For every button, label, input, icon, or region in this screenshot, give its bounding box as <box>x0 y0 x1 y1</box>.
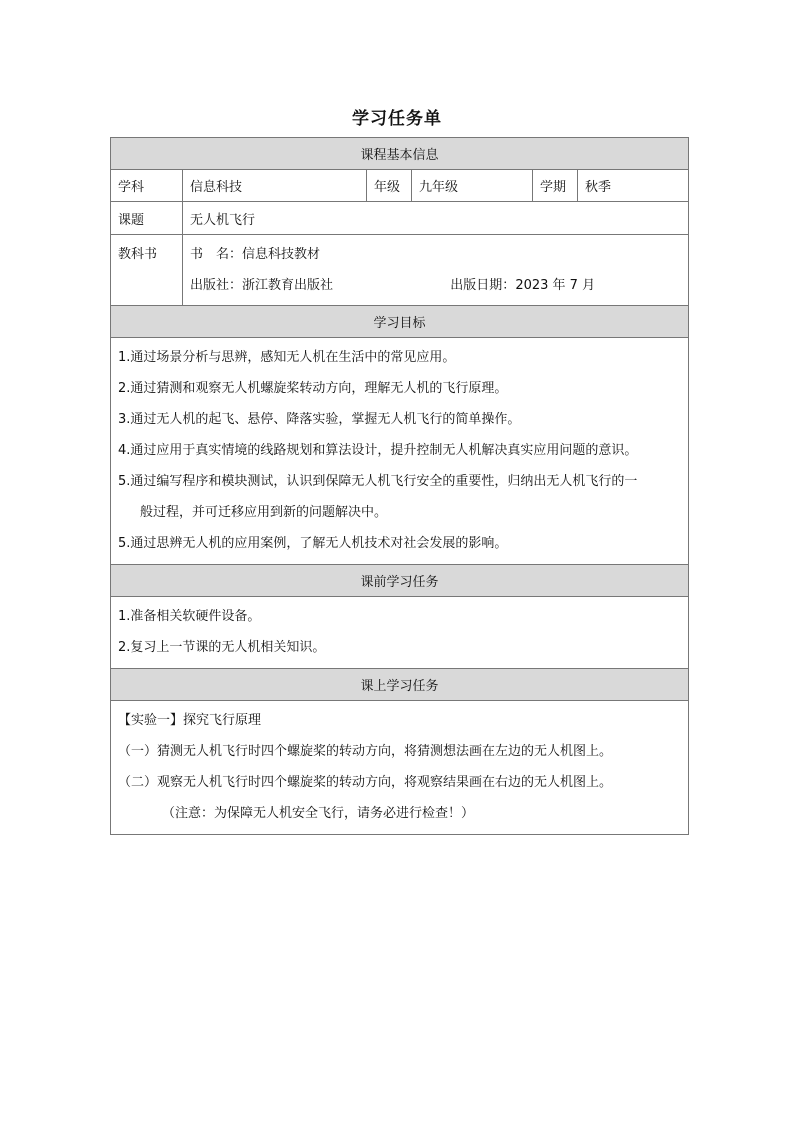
document-title: 学习任务单 <box>352 109 442 129</box>
safety-note: （注意：为保障无人机安全飞行，请务必进行检查！） <box>162 806 475 821</box>
in-class-header: 课上学习任务 <box>111 669 689 701</box>
book-name-label: 书 名： <box>190 247 243 262</box>
term-value: 秋季 <box>578 170 689 202</box>
objectives-list <box>111 338 689 565</box>
grade-label: 年级 <box>367 170 412 202</box>
in-class-row <box>111 701 689 835</box>
publisher-line <box>190 270 681 301</box>
objective-item: 5.通过思辨无人机的应用案例，了解无人机技术对社会发展的影响。 <box>118 536 508 551</box>
topic-label: 课题 <box>111 202 183 235</box>
book-name <box>190 239 320 270</box>
basic-info-header: 课程基本信息 <box>111 138 689 170</box>
in-class-content <box>111 701 689 835</box>
pub-date-label: 出版日期： <box>450 278 516 293</box>
in-class-header-row <box>111 669 689 701</box>
publisher <box>190 270 333 301</box>
objective-item: 4.通过应用于真实情境的线路规划和算法设计，提升控制无人机解决真实应用问题的意识。 <box>118 443 638 458</box>
task-sheet-table <box>110 137 689 835</box>
book-name-value: 信息科技教材 <box>242 247 321 262</box>
experiment-step-1: （一）猜测无人机飞行时四个螺旋桨的转动方向，将猜测想法画在左边的无人机图上。 <box>118 744 613 759</box>
subject-label: 学科 <box>111 170 183 202</box>
publisher-label: 出版社： <box>190 278 243 293</box>
objective-item: 1.通过场景分析与思辨，感知无人机在生活中的常见应用。 <box>118 350 456 365</box>
book-name-line <box>190 239 681 270</box>
objective-item: 2.通过猜测和观察无人机螺旋桨转动方向，理解无人机的飞行原理。 <box>118 381 508 396</box>
objective-item-continued: 般过程，并可迁移应用到新的问题解决中。 <box>140 505 388 520</box>
term-label: 学期 <box>533 170 578 202</box>
pre-class-header-row <box>111 565 689 597</box>
pre-class-item: 2.复习上一节课的无人机相关知识。 <box>118 640 326 655</box>
objective-item: 3.通过无人机的起飞、悬停、降落实验，掌握无人机飞行的简单操作。 <box>118 412 521 427</box>
pub-date <box>450 270 595 301</box>
objectives-header: 学习目标 <box>111 306 689 338</box>
pre-class-row <box>111 597 689 669</box>
objective-item: 5.通过编写程序和模块测试，认识到保障无人机飞行安全的重要性，归纳出无人机飞行的一 <box>118 474 638 489</box>
objectives-header-row <box>111 306 689 338</box>
basic-info-header-row <box>111 138 689 170</box>
subject-row <box>111 170 689 202</box>
experiment-step-2: （二）观察无人机飞行时四个螺旋桨的转动方向，将观察结果画在右边的无人机图上。 <box>118 775 613 790</box>
experiment-title: 【实验一】探究飞行原理 <box>118 713 262 728</box>
textbook-row <box>111 235 689 306</box>
textbook-label: 教科书 <box>111 235 183 306</box>
pre-class-item: 1.准备相关软硬件设备。 <box>118 609 261 624</box>
topic-row <box>111 202 689 235</box>
textbook-info <box>183 235 689 306</box>
objectives-row <box>111 338 689 565</box>
subject-value: 信息科技 <box>183 170 367 202</box>
topic-value: 无人机飞行 <box>183 202 689 235</box>
pub-date-value: 2023 年 7 月 <box>515 278 596 293</box>
pre-class-header: 课前学习任务 <box>111 565 689 597</box>
publisher-value: 浙江教育出版社 <box>242 278 334 293</box>
grade-value: 九年级 <box>412 170 533 202</box>
pre-class-list <box>111 597 689 669</box>
